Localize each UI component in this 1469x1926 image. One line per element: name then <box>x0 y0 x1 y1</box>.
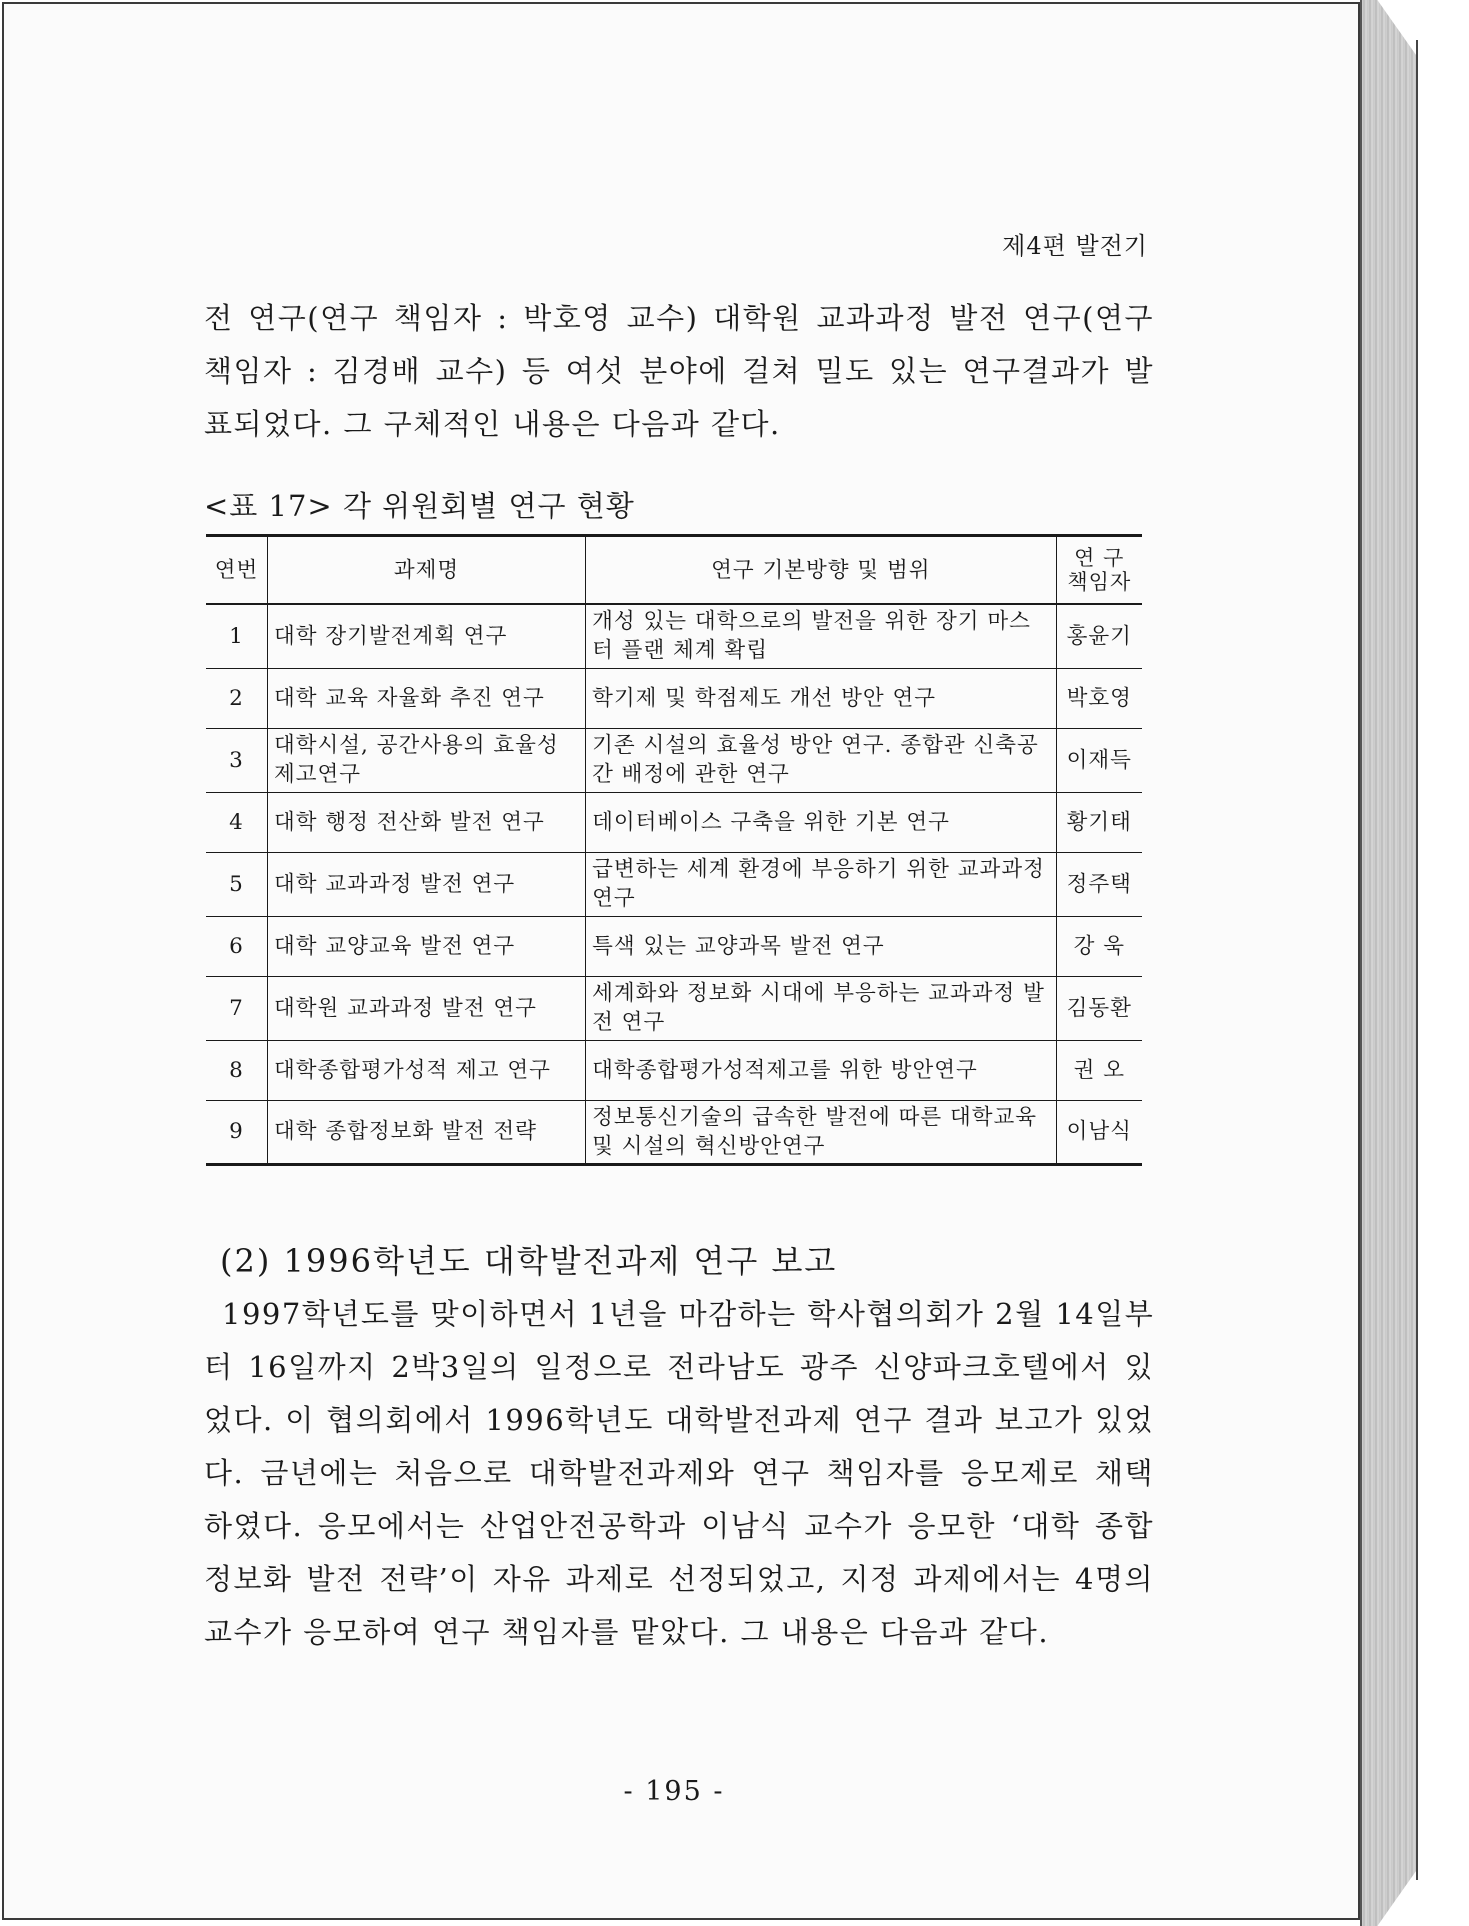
paragraph-line: 하였다. 응모에서는 산업안전공학과 이남식 교수가 응모한 ‘대학 종합 <box>204 1509 1154 1543</box>
cell-scope: 대학종합평가성적제고를 위한 방안연구 <box>586 1040 1057 1100</box>
cell-person: 이남식 <box>1056 1100 1142 1164</box>
cell-person: 김동환 <box>1056 976 1142 1040</box>
cell-task: 대학원 교과과정 발전 연구 <box>267 976 585 1040</box>
book-spine-line <box>1416 40 1418 1880</box>
book-page-edges <box>1360 0 1418 1926</box>
table-row <box>206 792 1142 852</box>
table-row <box>206 604 1142 668</box>
cell-person: 정주택 <box>1056 852 1142 916</box>
cell-scope: 데이터베이스 구축을 위한 기본 연구 <box>586 792 1057 852</box>
table-header-row <box>206 536 1142 605</box>
cell-scope: 특색 있는 교양과목 발전 연구 <box>586 916 1057 976</box>
table-row <box>206 852 1142 916</box>
paragraph-line: 표되었다. 그 구체적인 내용은 다음과 같다. <box>204 407 781 441</box>
cell-task: 대학 장기발전계획 연구 <box>267 604 585 668</box>
cell-person: 권 오 <box>1056 1040 1142 1100</box>
cell-task: 대학 교과과정 발전 연구 <box>267 852 585 916</box>
cell-no: 1 <box>206 604 267 668</box>
paragraph-line: 터 16일까지 2박3일의 일정으로 전라남도 광주 신양파크호텔에서 있 <box>204 1350 1154 1384</box>
cell-person: 강 욱 <box>1056 916 1142 976</box>
cell-no: 6 <box>206 916 267 976</box>
table-row <box>206 916 1142 976</box>
cell-no: 7 <box>206 976 267 1040</box>
table-row <box>206 976 1142 1040</box>
paragraph-line: 었다. 이 협의회에서 1996학년도 대학발전과제 연구 결과 보고가 있었 <box>204 1403 1154 1437</box>
body-paragraph <box>204 1288 1154 1659</box>
table-row <box>206 728 1142 792</box>
cell-task: 대학종합평가성적 제고 연구 <box>267 1040 585 1100</box>
header-task: 과제명 <box>267 536 585 605</box>
cell-scope: 세계화와 정보화 시대에 부응하는 교과과정 발전 연구 <box>586 976 1057 1040</box>
paragraph-line: 책임자 : 김경배 교수) 등 여섯 분야에 걸쳐 밀도 있는 연구결과가 발 <box>204 354 1154 388</box>
paragraph-line: 1997학년도를 맞이하면서 1년을 마감하는 학사협의회가 2월 14일부 <box>222 1297 1155 1331</box>
cell-scope: 기존 시설의 효율성 방안 연구. 종합관 신축공간 배정에 관한 연구 <box>586 728 1057 792</box>
table-row <box>206 1100 1142 1164</box>
cell-no: 5 <box>206 852 267 916</box>
paragraph-line: 전 연구(연구 책임자 : 박호영 교수) 대학원 교과과정 발전 연구(연구 <box>204 301 1154 335</box>
cell-scope: 학기제 및 학점제도 개선 방안 연구 <box>586 668 1057 728</box>
cell-scope: 급변하는 세계 환경에 부응하기 위한 교과과정 연구 <box>586 852 1057 916</box>
cell-person: 홍윤기 <box>1056 604 1142 668</box>
cell-task: 대학시설, 공간사용의 효율성 제고연구 <box>267 728 585 792</box>
header-person <box>1056 536 1142 605</box>
paragraph-line: 다. 금년에는 처음으로 대학발전과제와 연구 책임자를 응모제로 채택 <box>204 1456 1154 1490</box>
cell-task: 대학 교육 자율화 추진 연구 <box>267 668 585 728</box>
running-head: 제4편 발전기 <box>1002 232 1148 260</box>
research-status-table <box>206 534 1142 1166</box>
cell-scope: 정보통신기술의 급속한 발전에 따른 대학교육 및 시설의 혁신방안연구 <box>586 1100 1057 1164</box>
header-person-line1: 연 구 <box>1074 546 1125 570</box>
paragraph-line: 정보화 발전 전략’이 자유 과제로 선정되었고, 지정 과제에서는 4명의 <box>204 1562 1154 1596</box>
cell-no: 4 <box>206 792 267 852</box>
table-row <box>206 668 1142 728</box>
cell-task: 대학 교양교육 발전 연구 <box>267 916 585 976</box>
cell-task: 대학 행정 전산화 발전 연구 <box>267 792 585 852</box>
cell-no: 8 <box>206 1040 267 1100</box>
book-page <box>2 2 1360 1920</box>
table-caption: <표 17> 각 위원회별 연구 현황 <box>204 489 635 523</box>
cell-person: 박호영 <box>1056 668 1142 728</box>
intro-paragraph <box>204 292 1154 451</box>
section-heading: (2) 1996학년도 대학발전과제 연구 보고 <box>220 1242 838 1280</box>
cell-scope: 개성 있는 대학으로의 발전을 위한 장기 마스터 플랜 체계 확립 <box>586 604 1057 668</box>
header-scope: 연구 기본방향 및 범위 <box>586 536 1057 605</box>
header-no: 연번 <box>206 536 267 605</box>
cell-no: 9 <box>206 1100 267 1164</box>
cell-task: 대학 종합정보화 발전 전략 <box>267 1100 585 1164</box>
cell-person: 이재득 <box>1056 728 1142 792</box>
cell-no: 3 <box>206 728 267 792</box>
page-number: - 195 - <box>623 1776 725 1807</box>
header-person-line2: 책임자 <box>1067 570 1132 594</box>
table-row <box>206 1040 1142 1100</box>
cell-no: 2 <box>206 668 267 728</box>
cell-person: 황기태 <box>1056 792 1142 852</box>
paragraph-line: 교수가 응모하여 연구 책임자를 맡았다. 그 내용은 다음과 같다. <box>204 1615 1050 1649</box>
